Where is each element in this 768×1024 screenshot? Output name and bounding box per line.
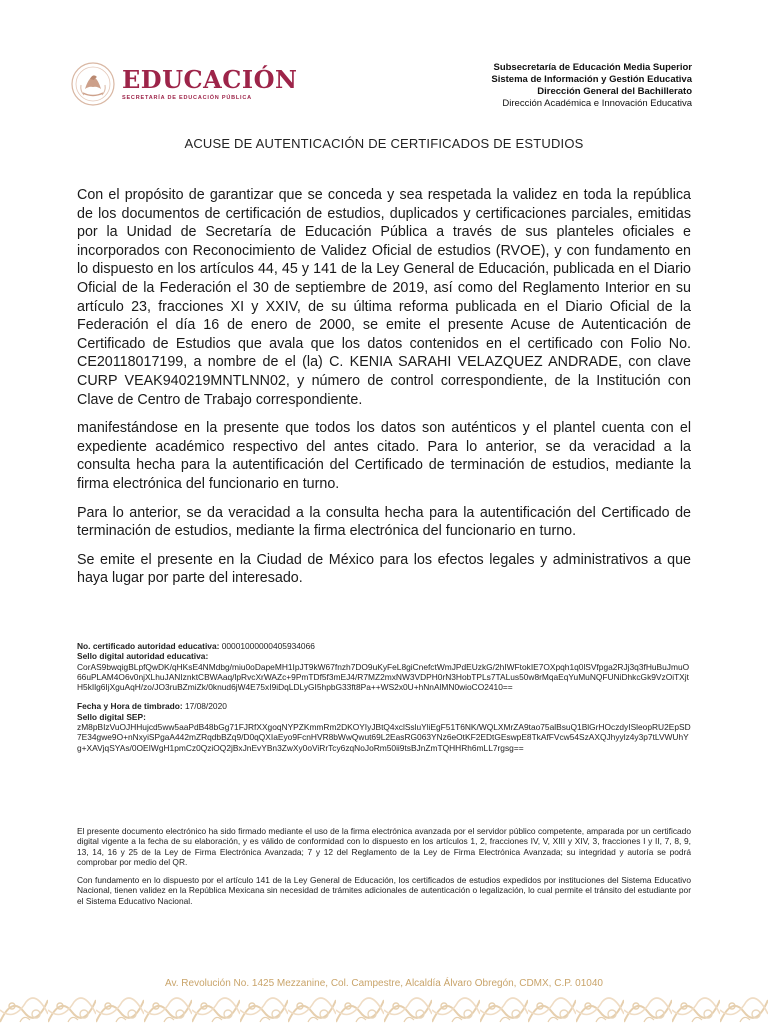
document-title: ACUSE DE AUTENTICACIÓN DE CERTIFICADOS DE ESTUDIOS	[184, 136, 584, 151]
body-paragraph-2: manifestándose en la presente que todos los datos son auténticos y el plantel cuenta con el expediente académico respectivo del antes citado. Para lo anterior, se da veracidad a la consulta hecha para la autentificación del Certificado de terminación de estudios, mediante la firma electrónica del funcionario en turno.	[77, 420, 691, 492]
digital-seals	[77, 641, 691, 753]
stamp-date-label: Fecha y Hora de timbrado:	[77, 701, 183, 712]
legal-paragraph-2: Con fundamento en lo dispuesto por el artículo 141 de la Ley General de Educación, los certificados de estudios expedidos por instituciones del Sistema Educativo Nacional, tienen validez en la República Mexicana sin necesidad de trámites adicionales de autenticación o legalización, lo cual permite el tránsito del estudiante por el Sistema Educativo Nacional.	[77, 875, 691, 906]
legal-paragraph-1: El presente documento electrónico ha sido firmado mediante el uso de la firma electrónica avanzada por el servidor público competente, amparada por un certificado digital vigente a la fecha de su elaboración, y es válido de conformidad con lo dispuesto en los artículos 1, 2, fracciones IV, V, XIII y XIV, 3, fracciones I y II, 7, 8, 9, 13, 14, 16 y 25 de la Ley de Firma Electrónica Avanzada; 7 y 12 del Reglamento de la Ley de Firma Electrónica Avanzada; su integridad y autoría se podrá comprobar por medio del QR.	[77, 826, 691, 867]
sep-logo	[70, 60, 300, 108]
body-paragraph-1: Con el propósito de garantizar que se conceda y sea respetada la validez en toda la república de los documentos de certificación de estudios, duplicados y certificaciones parciales, emitidas por la Unidad de Secretaría de Educación Pública a través de sus planteles oficiales e incorporados con Reconocimiento de Validez Oficial de estudios (RVOE), y con fundamento en lo dispuesto en los artículos 44, 45 y 141 de la Ley General de Educación, publicada en el Diario Oficial de la Federación el 30 de septiembre de 2019, así como del Reglamento Interior en su artículo 23, fracciones XI y XXIV, de su última reforma publicada en el Diario Oficial de la Federación el día 16 de enero de 2000, se emite el presente Acuse de Autenticación de Certificado de Estudios que avala que los datos contenidos en el certificado con Folio No. CE20118017199, a nombre de el (la) C. KENIA SARAHI VELAZQUEZ ANDRADE, con clave CURP VEAK940219MNTLNN02, y número de control correspondiente, de la Institución con Clave de Centro de Trabajo correspondiente.	[77, 187, 691, 408]
legal-notes	[77, 826, 691, 914]
logo-wordmark: EDUCACIÓN	[122, 65, 298, 94]
decorative-pattern-band	[0, 992, 768, 1024]
footer-address: Av. Revolución No. 1425 Mezzanine, Col. Campestre, Alcaldía Álvaro Obregón, CDMX, C.P. 01040	[164, 978, 603, 989]
seal-sep-label: Sello digital SEP:	[77, 711, 146, 722]
org-line-2: Sistema de Información y Gestión Educativa	[491, 74, 692, 85]
cert-number-value: 00001000000405934066	[219, 641, 315, 651]
mexico-eagle-emblem-icon	[70, 61, 116, 107]
seal-sep-value: zM8pBIzVuOJHHujcd5ww5aaPdB48bGg71FJRfXXgoqNYPZKmmRm2DKOYIyJBtQ4xclSsluYliEgF51T6NK/WQLXMrZA9tao75alBsuQ1BlGrHOczdyISleopRU2EpSD7E34gwe9O+nNxyiSPgaA442mZRqdbBZq9/D0qQXIaEyo9FcnHVR8bWwQwut69L2EasRG063YNz6eOtKF2EDtGEswpE8TkAfFVcw54SzAXQJhyylz4y3p7tLVWUhYg+XAVjqSYAs/0OEIWgH1pmCz0QziOQ2jBxJnEvYBn3ZwXy0oViRrTcy6zqNoJoRm50ii9tsBJnZmTQHHRh6mLL7rgsg==	[77, 722, 691, 753]
organization-block	[491, 62, 692, 110]
document-body	[77, 186, 691, 598]
stamp-date-value: 17/08/2020	[182, 701, 227, 712]
cert-number-row	[77, 641, 691, 651]
org-line-1: Subsecretaría de Educación Media Superior	[493, 62, 692, 73]
cert-number-label: No. certificado autoridad educativa:	[77, 641, 220, 651]
logo-subtitle: SECRETARÍA DE EDUCACIÓN PÚBLICA	[122, 95, 252, 101]
body-paragraph-3: Para lo anterior, se da veracidad a la consulta hecha para la autentificación del Certificado de terminación de estudios, mediante la firma electrónica del funcionario en turno.	[77, 504, 691, 540]
stamp-date-row	[77, 701, 691, 711]
org-line-4: Dirección Académica e Innovación Educativa	[502, 98, 692, 109]
seal-edu-value: CorAS9bwqigBLpfQwDK/qHKsE4NMdbg/miu0oDapeMH1IpJT9kW67fnzh7DO9uKyFeL8giCnefctWmJPdEUzkG/2hIWFtokIE7OXpqh1q0lSVfpga2RJj3q3fHuBuJmuO66uPLAM4O6v0njXLhuJANIznktCBWAaq/lpRvcXrWAZc+9PmTDf5f3mEJ4/R7MZ2mxNW3VDPH0rN3HobTPLs7TALus50w8rMqaEqYuMuNQFUNiDhkcGk9VzOiTXjtH5kIlg6IjXguAqH/zo/JO3ruBZmiZk/0knud6jW4E75xI9iDqLDLyGI5hpbG33ft8Pa++WS2x0U+hNnAlMN0wioCO2410==	[77, 661, 690, 693]
body-paragraph-4: Se emite el presente en la Ciudad de México para los efectos legales y administrativos a que haya lugar por parte del interesado.	[77, 551, 691, 587]
org-line-3: Dirección General del Bachillerato	[537, 86, 692, 97]
seal-edu-label: Sello digital autoridad educativa:	[77, 651, 209, 662]
